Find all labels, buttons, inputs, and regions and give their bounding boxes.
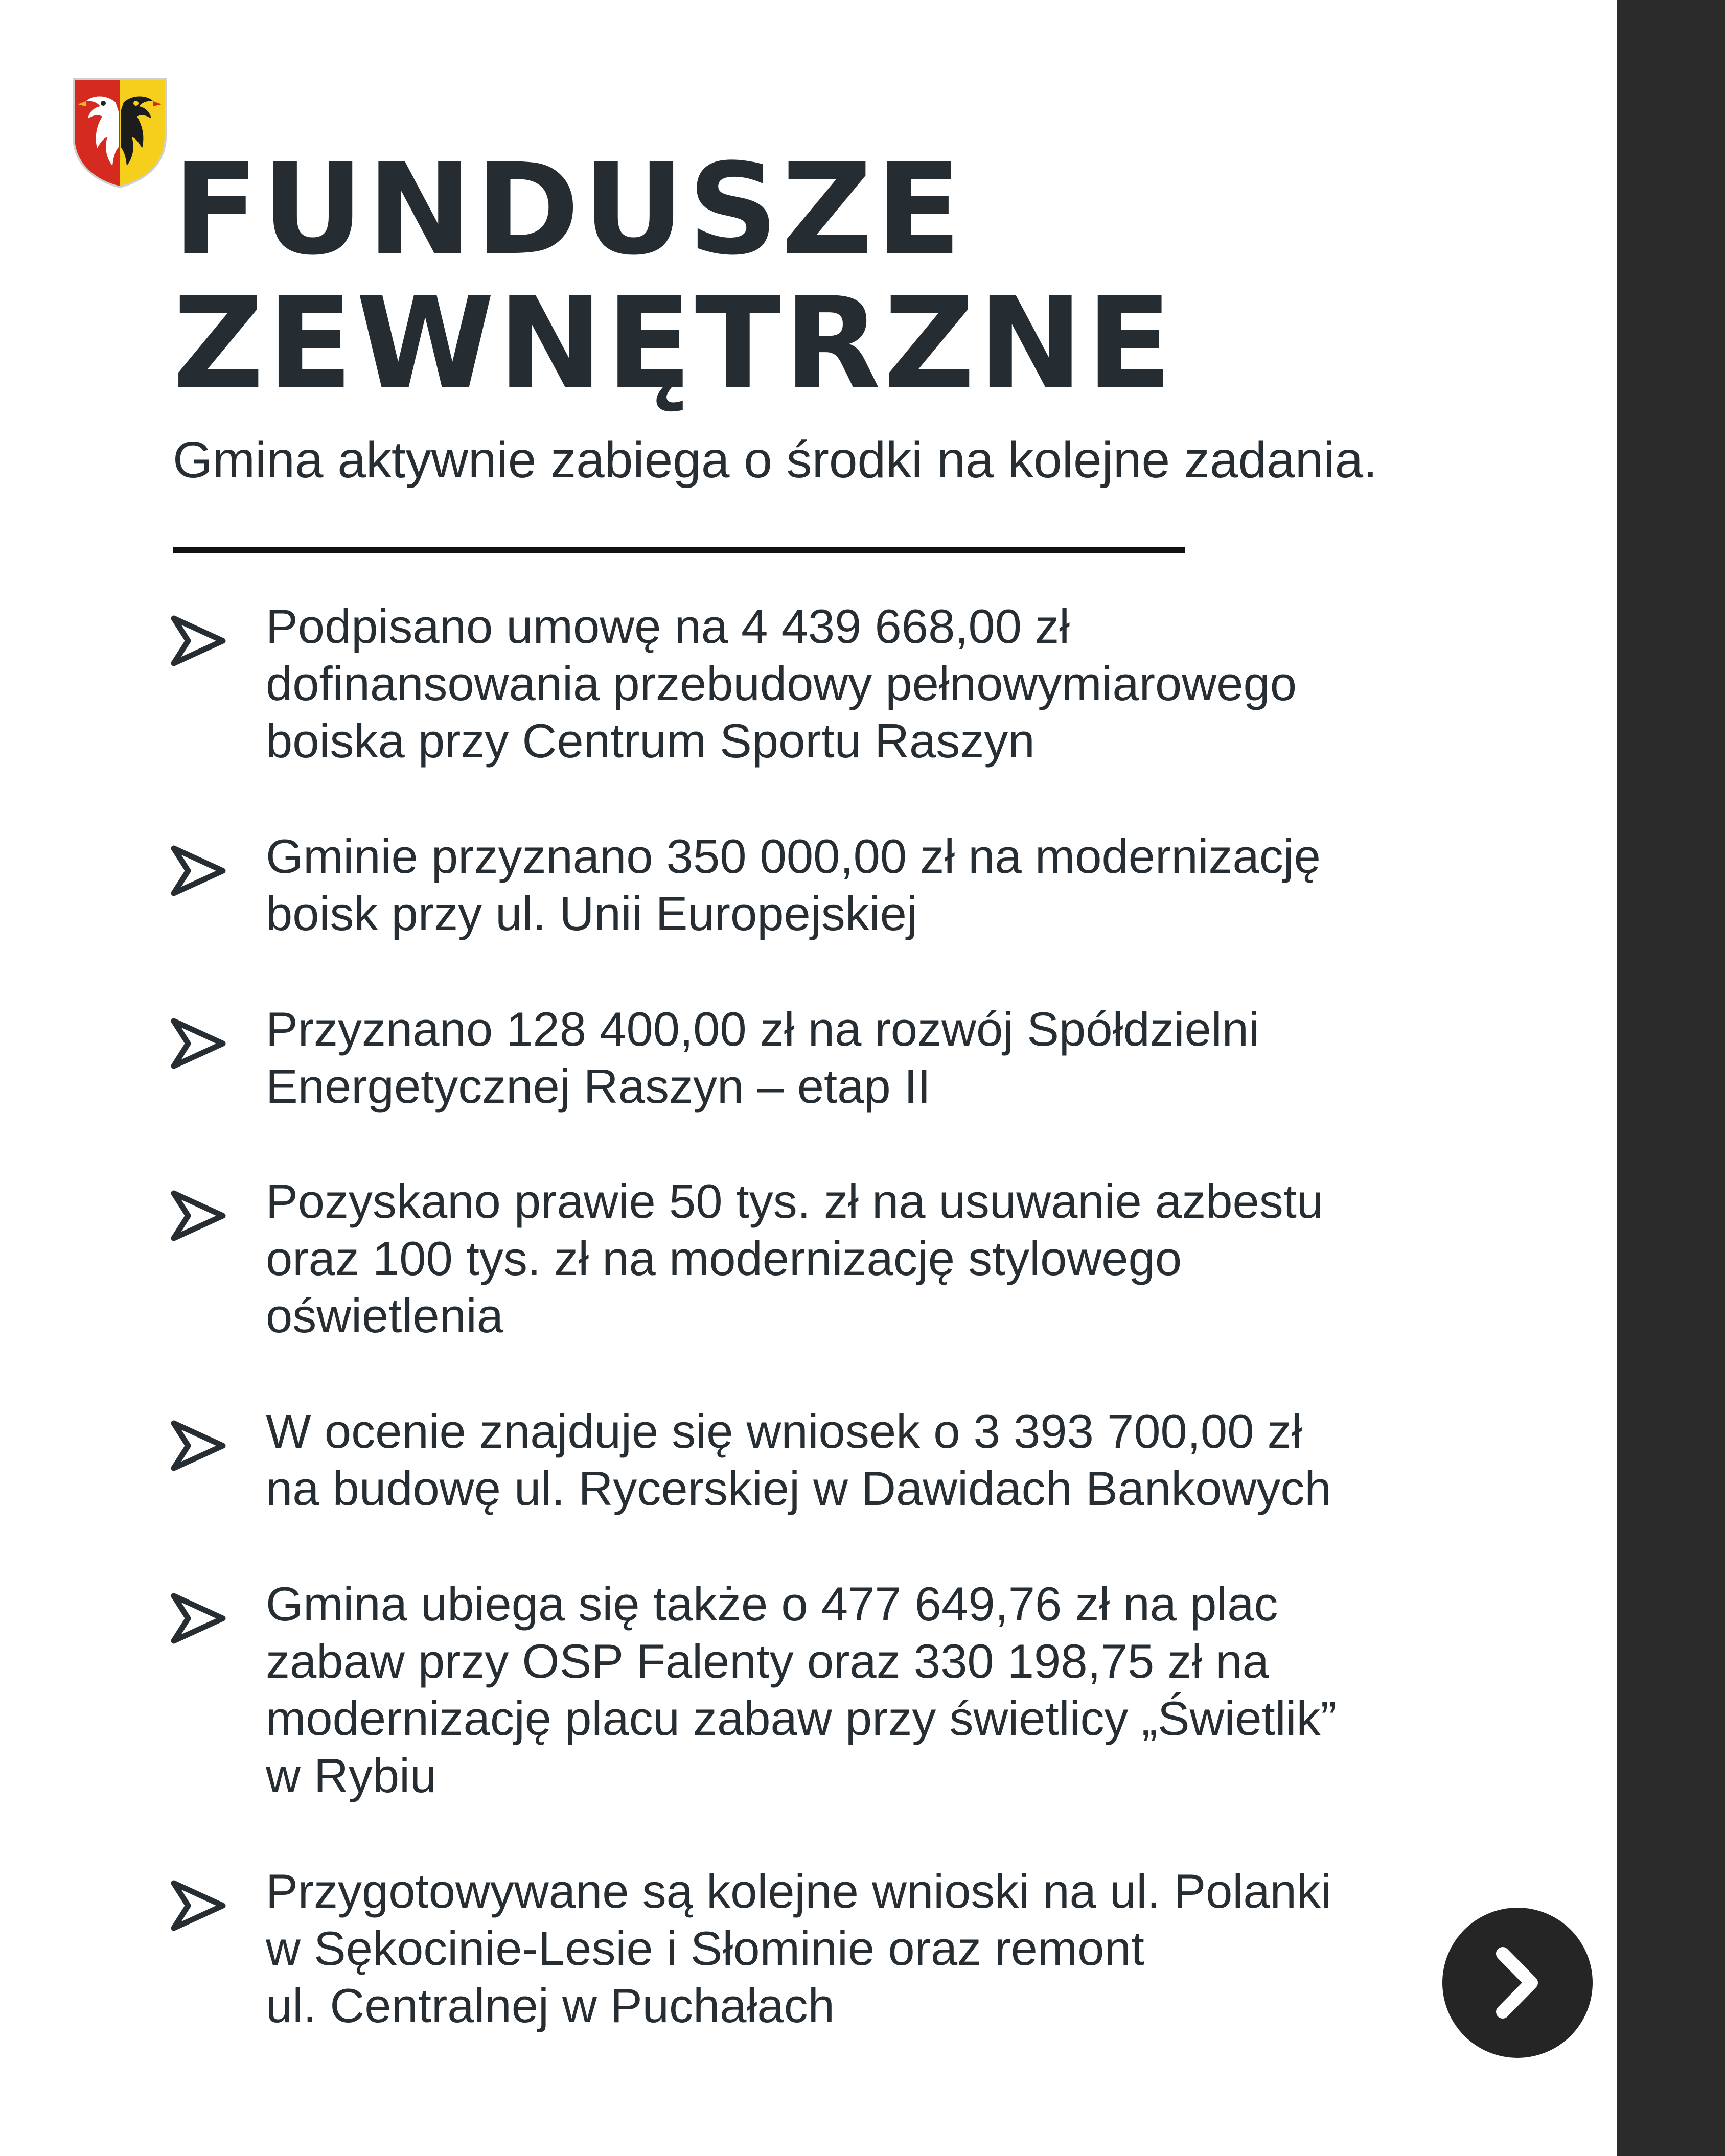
arrow-bullet-icon bbox=[169, 1878, 229, 1933]
arrow-bullet-icon bbox=[169, 1418, 229, 1473]
list-item-text: Przygotowywane są kolejne wnioski na ul. Polanki w Sękocinie-Lesie i Słominie oraz remont ul. Centralnej w Puchałach bbox=[266, 1864, 1331, 2032]
arrow-bullet-icon bbox=[169, 1591, 229, 1646]
title-line-1: FUNDUSZE bbox=[173, 137, 965, 283]
list-item-text: Gmina ubiega się także o 477 649,76 zł na plac zabaw przy OSP Falenty oraz 330 198,75 zł na modernizację placu zabaw przy świetlicy „Świetlik” w Rybiu bbox=[266, 1577, 1337, 1802]
page-title bbox=[173, 137, 1176, 417]
arrow-bullet-icon bbox=[169, 613, 229, 668]
divider bbox=[173, 547, 1185, 553]
title-line-2: ZEWNĘTRZNE bbox=[173, 271, 1176, 417]
subtitle: Gmina aktywnie zabiega o środki na kolejne zadania. bbox=[173, 431, 1377, 489]
arrow-bullet-icon bbox=[169, 843, 229, 898]
list-item-text: W ocenie znajduje się wniosek o 3 393 700,00 zł na budowę ul. Rycerskiej w Dawidach Bankowych bbox=[266, 1404, 1331, 1515]
list-item-text: Przyznano 128 400,00 zł na rozwój Spółdzielni Energetycznej Raszyn – etap II bbox=[266, 1002, 1259, 1113]
list-item-text: Pozyskano prawie 50 tys. zł na usuwanie azbestu oraz 100 tys. zł na modernizację stylowego oświetlenia bbox=[266, 1174, 1324, 1342]
list-item-text: Gminie przyznano 350 000,00 zł na modernizację boisk przy ul. Unii Europejskiej bbox=[266, 829, 1321, 940]
list-item-text: Podpisano umowę na 4 439 668,00 zł dofinansowania przebudowy pełnowymiarowego boiska przy Centrum Sportu Raszyn bbox=[266, 599, 1297, 768]
next-button[interactable] bbox=[1442, 1908, 1593, 2058]
side-bar bbox=[1617, 0, 1725, 2156]
chevron-right-icon bbox=[1442, 1908, 1593, 2058]
arrow-bullet-icon bbox=[169, 1188, 229, 1243]
coat-of-arms-icon bbox=[71, 76, 169, 189]
arrow-bullet-icon bbox=[169, 1016, 229, 1071]
